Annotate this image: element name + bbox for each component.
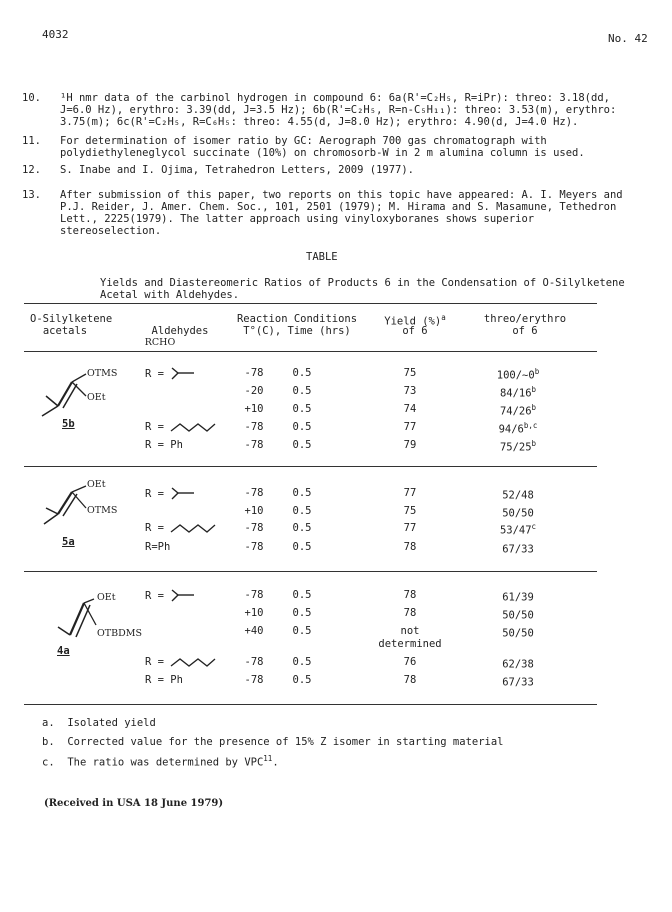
ratio-cell: 50/50	[502, 609, 534, 622]
received-date: (Received in USA 18 June 1979)	[44, 798, 224, 809]
table-caption-line2: Acetal with Aldehydes.	[100, 289, 240, 301]
isopropyl-structure	[170, 589, 196, 603]
time-cell: 0.5	[292, 522, 312, 534]
aldehyde-cell: R = Ph	[145, 674, 183, 686]
col-header-acetals-1: O-Silylketene	[30, 313, 113, 325]
compound-label-4a: 4a	[57, 645, 70, 657]
page-number: 4032	[42, 28, 69, 41]
yield-cell: not determined	[378, 625, 442, 650]
compound-label-5a: 5a	[62, 536, 75, 548]
ratio-cell: 67/33	[502, 543, 534, 556]
col-header-conditions-2: T°(C), Time (hrs)	[243, 325, 351, 337]
ratio-cell: 50/50	[502, 627, 534, 640]
substituent-top-5b: OTMS	[87, 368, 118, 379]
substituent-top-4a: OEt	[97, 592, 116, 603]
ratio-cell: 50/50	[502, 507, 534, 520]
n-pentyl-structure	[170, 522, 216, 534]
temp-cell: -78	[244, 522, 264, 534]
col-header-ratio-1: threo/erythro	[483, 313, 567, 325]
substituent-bottom-4a: OTBDMS	[97, 628, 142, 639]
n-pentyl-structure	[170, 421, 216, 433]
ratio-cell: 67/33	[502, 676, 534, 689]
temp-cell: +10	[244, 607, 264, 619]
aldehyde-cell: R =	[145, 656, 216, 668]
yield-cell: 77	[403, 522, 417, 534]
ratio-cell: 53/47$^c$	[499, 522, 537, 537]
isopropyl-structure	[170, 487, 196, 501]
substituent-bottom-5a: OTMS	[87, 505, 118, 516]
table-note-b: b. Corrected value for the presence of 15% Z isomer in starting material	[42, 736, 504, 748]
ratio-cell: 94/6$^{b,c}$	[498, 421, 538, 436]
table-caption-line1: Yields and Diastereomeric Ratios of Products 6 in the Condensation of O-Silylketene	[100, 277, 625, 289]
time-cell: 0.5	[292, 541, 312, 553]
group-separator	[24, 466, 597, 467]
yield-cell: 74	[403, 403, 417, 415]
yield-cell: 75	[403, 505, 417, 517]
issue-number: No. 42	[608, 32, 648, 45]
temp-cell: -78	[244, 589, 264, 601]
time-cell: 0.5	[292, 589, 312, 601]
temp-cell: -78	[244, 656, 264, 668]
footnote-number: 11.	[22, 135, 41, 147]
temp-cell: -78	[244, 487, 264, 499]
col-header-aldehydes-1: Aldehydes	[151, 325, 209, 337]
yield-cell: 78	[403, 589, 417, 601]
col-header-yield-2: of 6	[402, 325, 428, 337]
table-bottom-rule	[24, 704, 597, 705]
time-cell: 0.5	[292, 439, 312, 451]
temp-cell: -78	[244, 439, 264, 451]
col-header-acetals-2: acetals	[42, 325, 88, 337]
time-cell: 0.5	[292, 505, 312, 517]
temp-cell: -78	[244, 421, 264, 433]
aldehyde-cell: R =	[145, 589, 196, 603]
yield-cell: 76	[403, 656, 417, 668]
col-header-ratio-2: of 6	[512, 325, 538, 337]
temp-cell: +40	[244, 625, 264, 637]
time-cell: 0.5	[292, 487, 312, 499]
yield-cell: 78	[403, 674, 417, 686]
ratio-cell: 61/39	[502, 591, 534, 604]
table-note-a: a. Isolated yield	[42, 717, 156, 729]
substituent-top-5a: OEt	[87, 479, 106, 490]
time-cell: 0.5	[292, 607, 312, 619]
col-header-aldehydes-2: RCHO	[144, 337, 176, 348]
footnote-text: After submission of this paper, two reports on this topic have appeared: A. I. Meyers and P.J. Reider, J. Amer. Chem. Soc., 101, 2501 (1979); M. Hirama and S. Masamune, Tethedron Lett., 2225(1979). The latter approach using vinyloxyboranes shows superior stereoselection.	[60, 189, 623, 237]
ratio-cell: 75/25$^b$	[499, 439, 537, 454]
footnote-text: ¹H nmr data of the carbinol hydrogen in compound 6: 6a(R'=C₂H₅, R=iPr): threo: 3.18(dd, J=6.0 Hz), erythro: 3.39(dd, J=3.5 Hz); 6b(R'=C₂H₅, R=n-C₅H₁₁): threo: 3.53(m), erythro: 3.75(m); 6c(R'=C₂H₅, R=C₆H₅: threo: 4.55(d, J=8.0 Hz); erythro: 4.90(d, J=4.0 Hz).	[60, 92, 617, 128]
footnote-number: 12.	[22, 164, 41, 176]
footnote-number: 13.	[22, 189, 41, 201]
col-header-yield-1: Yield (%)$^a$	[384, 313, 446, 328]
temp-cell: -20	[244, 385, 264, 397]
aldehyde-cell: R = Ph	[145, 439, 183, 451]
table-note-c: c. The ratio was determined by VPC$^{11}$.	[42, 754, 279, 769]
yield-cell: 77	[403, 487, 417, 499]
temp-cell: -78	[244, 367, 264, 379]
time-cell: 0.5	[292, 625, 312, 637]
yield-cell: 78	[403, 541, 417, 553]
footnote-text: S. Inabe and I. Ojima, Tetrahedron Letters, 2009 (1977).	[60, 164, 415, 176]
compound-label-5b: 5b	[62, 418, 75, 430]
ratio-cell: 62/38	[502, 658, 534, 671]
ratio-cell: 74/26$^b$	[499, 403, 537, 418]
n-pentyl-structure	[170, 656, 216, 668]
time-cell: 0.5	[292, 674, 312, 686]
temp-cell: +10	[244, 505, 264, 517]
aldehyde-cell: R =	[145, 522, 216, 534]
table-header-rule	[24, 351, 597, 352]
time-cell: 0.5	[292, 421, 312, 433]
footnote-number: 10.	[22, 92, 41, 104]
temp-cell: -78	[244, 674, 264, 686]
ratio-cell: 52/48	[502, 489, 534, 502]
yield-cell: 73	[403, 385, 417, 397]
table-heading: TABLE	[306, 251, 338, 263]
time-cell: 0.5	[292, 367, 312, 379]
table-top-rule	[24, 303, 597, 304]
substituent-bottom-5b: OEt	[87, 392, 106, 403]
time-cell: 0.5	[292, 656, 312, 668]
yield-cell: 79	[403, 439, 417, 451]
aldehyde-cell: R =	[145, 367, 196, 381]
group-separator	[24, 571, 597, 572]
aldehyde-cell: R =	[145, 421, 216, 433]
time-cell: 0.5	[292, 403, 312, 415]
time-cell: 0.5	[292, 385, 312, 397]
ratio-cell: 84/16$^b$	[499, 385, 537, 400]
isopropyl-structure	[170, 367, 196, 381]
yield-cell: 78	[403, 607, 417, 619]
temp-cell: +10	[244, 403, 264, 415]
temp-cell: -78	[244, 541, 264, 553]
aldehyde-cell: R=Ph	[145, 541, 171, 553]
aldehyde-cell: R =	[145, 487, 196, 501]
yield-cell: 77	[403, 421, 417, 433]
col-header-conditions-1: Reaction Conditions	[236, 313, 358, 325]
footnote-text: For determination of isomer ratio by GC: Aerograph 700 gas chromatograph with polydiethyleneglycol succinate (10%) on chromosorb-W in 2 m alumina column is used.	[60, 135, 585, 159]
yield-cell: 75	[403, 367, 417, 379]
ratio-cell: 100/~0$^b$	[496, 367, 540, 382]
